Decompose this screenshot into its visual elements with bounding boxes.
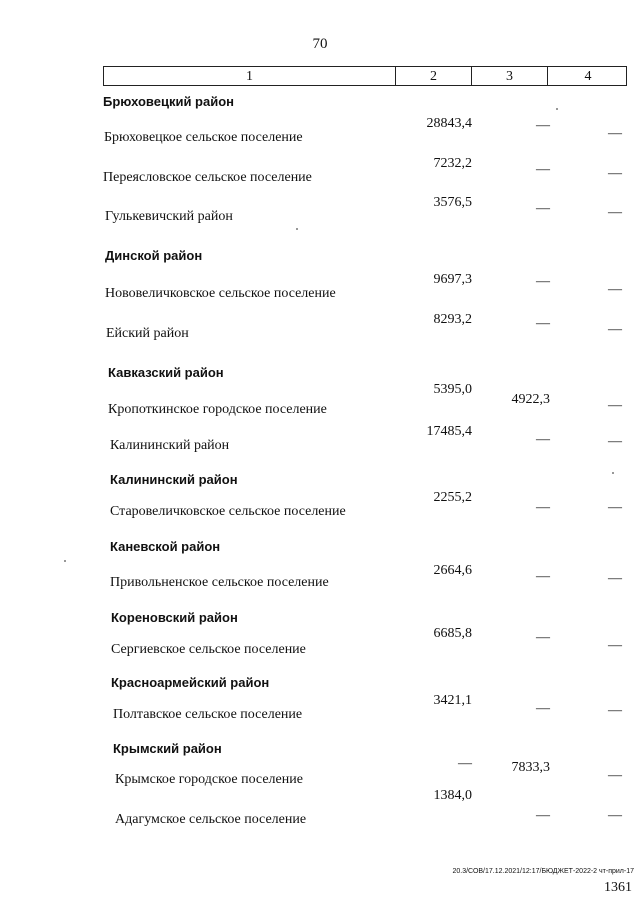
table-row xyxy=(0,490,640,522)
table-row xyxy=(0,312,640,344)
cell-col4: — xyxy=(608,434,622,449)
cell-col3: — xyxy=(536,201,550,216)
table-row xyxy=(0,424,640,456)
table-row xyxy=(0,195,640,227)
cell-col2: 3421,1 xyxy=(433,693,472,708)
district-heading: Крымский район xyxy=(113,741,222,756)
page-number: 70 xyxy=(312,36,328,52)
district-heading: Красноармейский район xyxy=(111,675,270,690)
cell-col4: — xyxy=(608,703,622,718)
column-header-4: 4 xyxy=(547,67,628,85)
table-row xyxy=(0,756,640,790)
table-row xyxy=(0,116,640,148)
cell-col4: — xyxy=(608,571,622,586)
cell-col4: — xyxy=(608,205,622,220)
row-label: Крымское городское поселение xyxy=(115,772,303,787)
cell-col4: — xyxy=(608,638,622,653)
cell-col3: — xyxy=(536,569,550,584)
cell-col4: — xyxy=(608,166,622,181)
row-label: Переясловское сельское поселение xyxy=(103,170,312,185)
section-heading-row xyxy=(0,739,640,759)
sheet-number: 1361 xyxy=(604,880,632,895)
row-label: Ейский район xyxy=(106,326,189,341)
cell-col2: 7232,2 xyxy=(433,156,472,171)
column-header-1: 1 xyxy=(246,69,253,84)
section-heading-row xyxy=(0,363,640,383)
footer-document-code: 20.3/СОВ/17.12.2021/12:17/БЮДЖЕТ-2022-2 чт-прил-17 xyxy=(452,868,634,875)
cell-col2: 8293,2 xyxy=(433,312,472,327)
cell-col3: — xyxy=(536,162,550,177)
district-heading: Брюховецкий район xyxy=(103,94,235,109)
table-row xyxy=(0,693,640,725)
row-label: Сергиевское сельское поселение xyxy=(111,642,306,657)
cell-col4: — xyxy=(608,768,622,783)
section-heading-row xyxy=(0,92,640,112)
cell-col4: — xyxy=(608,808,622,823)
column-header-row xyxy=(103,66,627,86)
cell-col2: 1384,0 xyxy=(433,788,472,803)
cell-col3: — xyxy=(536,274,550,289)
scan-speck xyxy=(556,108,558,110)
row-label: Калининский район xyxy=(110,438,230,453)
cell-col3: — xyxy=(536,316,550,331)
row-label: Адагумское сельское поселение xyxy=(115,812,307,827)
cell-col2: 6685,8 xyxy=(433,626,472,641)
column-header-3: 3 xyxy=(471,67,547,85)
section-heading-row xyxy=(0,246,640,266)
row-label: Привольненское сельское поселение xyxy=(110,575,329,590)
scan-speck xyxy=(296,228,298,230)
district-heading: Кавказский район xyxy=(108,365,224,380)
cell-col3: — xyxy=(536,500,550,515)
cell-col3: — xyxy=(536,118,550,133)
table-row xyxy=(0,788,640,830)
cell-col3: — xyxy=(536,432,550,447)
row-label: Гулькевичский район xyxy=(105,209,233,224)
scan-speck xyxy=(612,472,614,474)
row-label: Брюховецкое сельское поселение xyxy=(104,130,303,145)
cell-col4: — xyxy=(608,282,622,297)
table-row xyxy=(0,382,640,420)
cell-col2: 28843,4 xyxy=(426,116,472,131)
cell-col3: — xyxy=(536,630,550,645)
section-heading-row xyxy=(0,608,640,628)
scan-speck xyxy=(64,560,66,562)
row-label: Кропоткинское городское поселение xyxy=(108,402,327,417)
section-heading-row xyxy=(0,673,640,693)
cell-col2: 5395,0 xyxy=(433,382,472,397)
cell-col4: — xyxy=(608,500,622,515)
table-row xyxy=(0,563,640,593)
district-heading: Кореновский район xyxy=(111,610,238,625)
table-row xyxy=(0,626,640,660)
cell-col2: 2664,6 xyxy=(433,563,472,578)
row-label: Полтавское сельское поселение xyxy=(113,707,303,722)
cell-col4: — xyxy=(608,322,622,337)
cell-col2: 2255,2 xyxy=(433,490,472,505)
cell-col4: — xyxy=(608,398,622,413)
cell-col3: — xyxy=(536,808,550,823)
cell-col2: 3576,5 xyxy=(433,195,472,210)
section-heading-row xyxy=(0,470,640,490)
district-heading: Каневской район xyxy=(110,539,221,554)
district-heading: Динской район xyxy=(105,248,203,263)
column-header-2: 2 xyxy=(395,67,471,85)
row-label: Нововеличковское сельское поселение xyxy=(105,286,336,301)
row-label: Старовеличковское сельское поселение xyxy=(110,504,346,519)
cell-col2: 9697,3 xyxy=(433,272,472,287)
cell-col2: — xyxy=(458,756,472,771)
cell-col3: 7833,3 xyxy=(511,760,550,775)
cell-col3: 4922,3 xyxy=(511,392,550,407)
district-heading: Калининский район xyxy=(110,472,238,487)
cell-col4: — xyxy=(608,126,622,141)
cell-col2: 17485,4 xyxy=(426,424,472,439)
cell-col3: — xyxy=(536,701,550,716)
table-row xyxy=(0,272,640,304)
section-heading-row xyxy=(0,537,640,557)
table-row xyxy=(0,156,640,188)
